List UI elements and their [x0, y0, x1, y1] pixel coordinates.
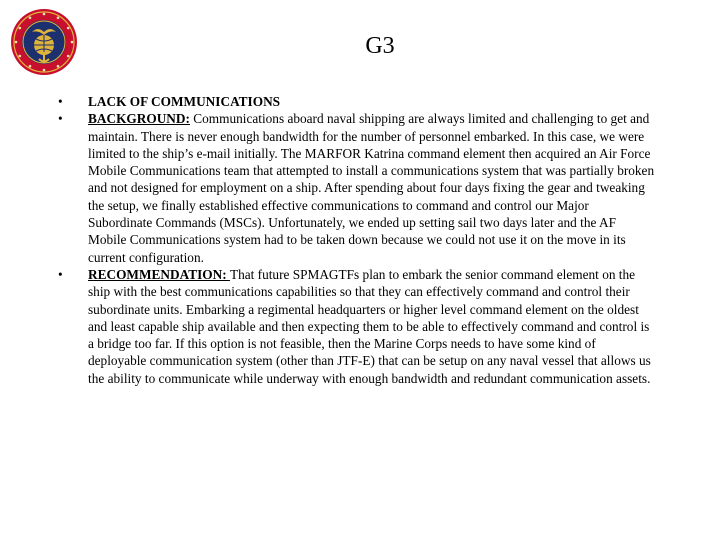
bullet-heading: LACK OF COMMUNICATIONS	[88, 94, 281, 109]
background-text: Communications aboard naval shipping are always limited and challenging to get and maintain. There is never enough bandwidth for the number of personnel embarked. In this case, we were limited to the ship’s e-mail initially. The MARFOR Katrina command element then acquired an Air Force Mobile Communications team that attempted to install a communications system that was partially broken and not designed for employment on a ship. After spending about four days fixing the gear and tweaking the setup, we finally established effective communications to command and control our Major Subordinate Commands (MSCs). Unfortunately, we ended up setting sail two days later and the AF Mobile Communications system had to be taken down because we could not use it on the move in its current configuration.	[88, 111, 655, 265]
recommendation-text: That future SPMAGTFs plan to embark the senior command element on the ship with the best communications capabilities so that they can effectively command and control their subordinate units. Embarking a regimental headquarters or higher level command element on the oldest and least capable ship available and then expecting them to be able to effectively command and control is a bridge too far. If this option is not feasible, then the Marine Corps needs to have some kind of deployable communication system (other than JTF-E) that can be setup on any naval vessel that allows us the ability to communicate while underway with enough bandwidth and redundant communication assets.	[88, 266, 651, 386]
slide-title: G3	[365, 33, 395, 59]
bullet-marker: •	[58, 111, 63, 127]
usmc-seal-icon	[10, 8, 78, 76]
bullet-list	[56, 93, 656, 387]
bullet-marker: •	[58, 94, 63, 109]
background-label: BACKGROUND:	[88, 111, 190, 127]
bullet-item-recommendation	[56, 266, 656, 387]
bullet-marker: •	[58, 266, 63, 282]
recommendation-label: RECOMMENDATION:	[88, 266, 230, 282]
bullet-item-background	[56, 110, 656, 266]
bullet-item-lack-of-communications	[56, 93, 656, 110]
